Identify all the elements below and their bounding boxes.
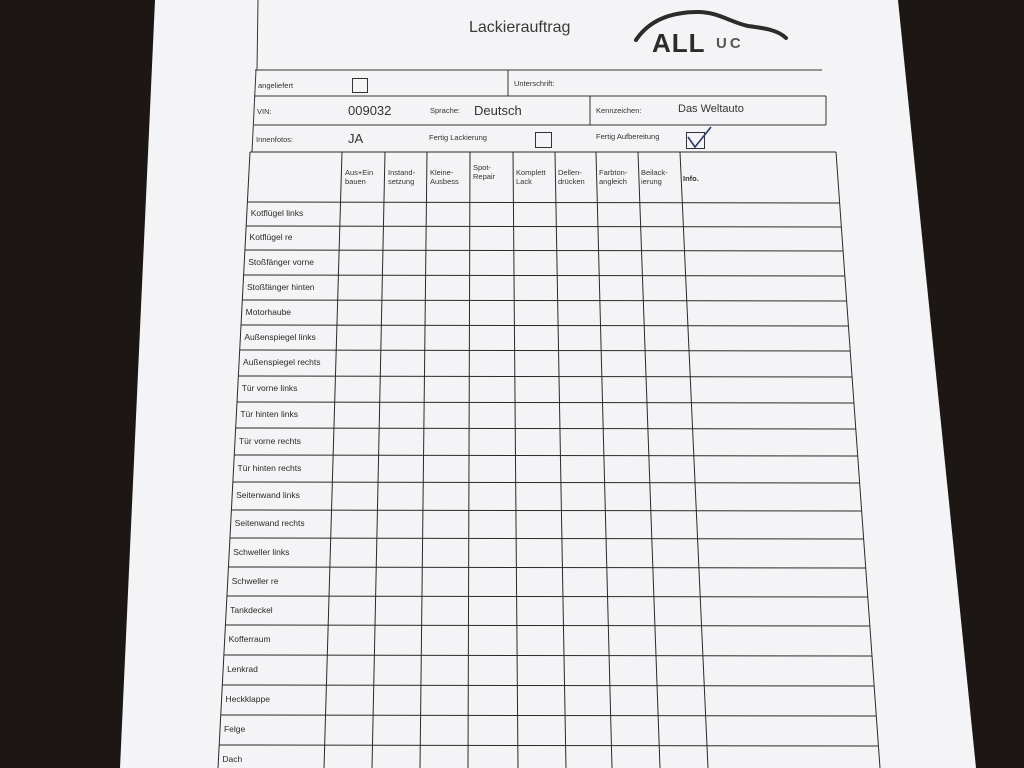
vin-label: VIN: bbox=[257, 107, 272, 116]
row-label: Dach bbox=[222, 754, 243, 764]
logo-sub-text: UC bbox=[716, 35, 744, 52]
column-header: Instand- setzung bbox=[388, 168, 416, 186]
row-label: Tür vorne rechts bbox=[238, 435, 301, 446]
row-label: Tür hinten rechts bbox=[237, 462, 302, 473]
form-title: Lackierauftrag bbox=[469, 19, 571, 36]
row-label: Motorhaube bbox=[245, 306, 292, 317]
column-header: Spot- Repair bbox=[473, 163, 496, 181]
kennzeichen-label: Kennzeichen: bbox=[596, 106, 642, 115]
row-label: Stoßfänger hinten bbox=[246, 281, 315, 292]
sprache-value: Deutsch bbox=[474, 103, 522, 118]
angeliefert-label: angeliefert bbox=[258, 81, 294, 90]
row-label: Schweller links bbox=[233, 546, 290, 557]
row-label: Außenspiegel rechts bbox=[243, 357, 321, 367]
row-label: Tür hinten links bbox=[240, 409, 298, 419]
row-label: Stoßfänger vorne bbox=[248, 256, 314, 267]
column-header: Info. bbox=[683, 174, 699, 183]
logo-main-text: ALL bbox=[652, 28, 706, 58]
row-label: Außenspiegel links bbox=[244, 331, 316, 342]
innenfotos-value: JA bbox=[348, 131, 364, 146]
row-label: Kotflügel re bbox=[249, 232, 293, 242]
vin-value: 009032 bbox=[348, 103, 392, 118]
row-label: Felge bbox=[223, 724, 246, 734]
row-label: Lenkrad bbox=[227, 664, 258, 674]
row-label: Seitenwand links bbox=[236, 490, 300, 500]
fertig-aufbereitung-label: Fertig Aufbereitung bbox=[596, 132, 660, 141]
column-header: Farbton- angleich bbox=[599, 168, 628, 186]
column-header: Kleine- Ausbess bbox=[430, 168, 459, 186]
row-label: Kofferraum bbox=[228, 634, 271, 644]
row-label: Tankdeckel bbox=[230, 604, 273, 615]
row-label: Heckklappe bbox=[225, 694, 270, 704]
row-label: Seitenwand rechts bbox=[234, 518, 305, 528]
row-label: Kotflügel links bbox=[250, 208, 304, 218]
unterschrift-label: Unterschrift: bbox=[514, 79, 555, 88]
column-header: Dellen- drücken bbox=[558, 168, 585, 186]
innenfotos-label: Innenfotos: bbox=[256, 135, 294, 144]
fertig-lackierung-label: Fertig Lackierung bbox=[429, 133, 487, 142]
row-label: Tür vorne links bbox=[241, 383, 298, 393]
column-header: Komplett Lack bbox=[516, 168, 546, 186]
column-header: Aus+Ein bauen bbox=[345, 168, 374, 186]
sprache-label: Sprache: bbox=[430, 106, 461, 115]
column-header: Beilack- ierung bbox=[641, 168, 668, 186]
kennzeichen-value: Das Weltauto bbox=[678, 103, 744, 115]
row-label: Schweller re bbox=[231, 575, 279, 586]
